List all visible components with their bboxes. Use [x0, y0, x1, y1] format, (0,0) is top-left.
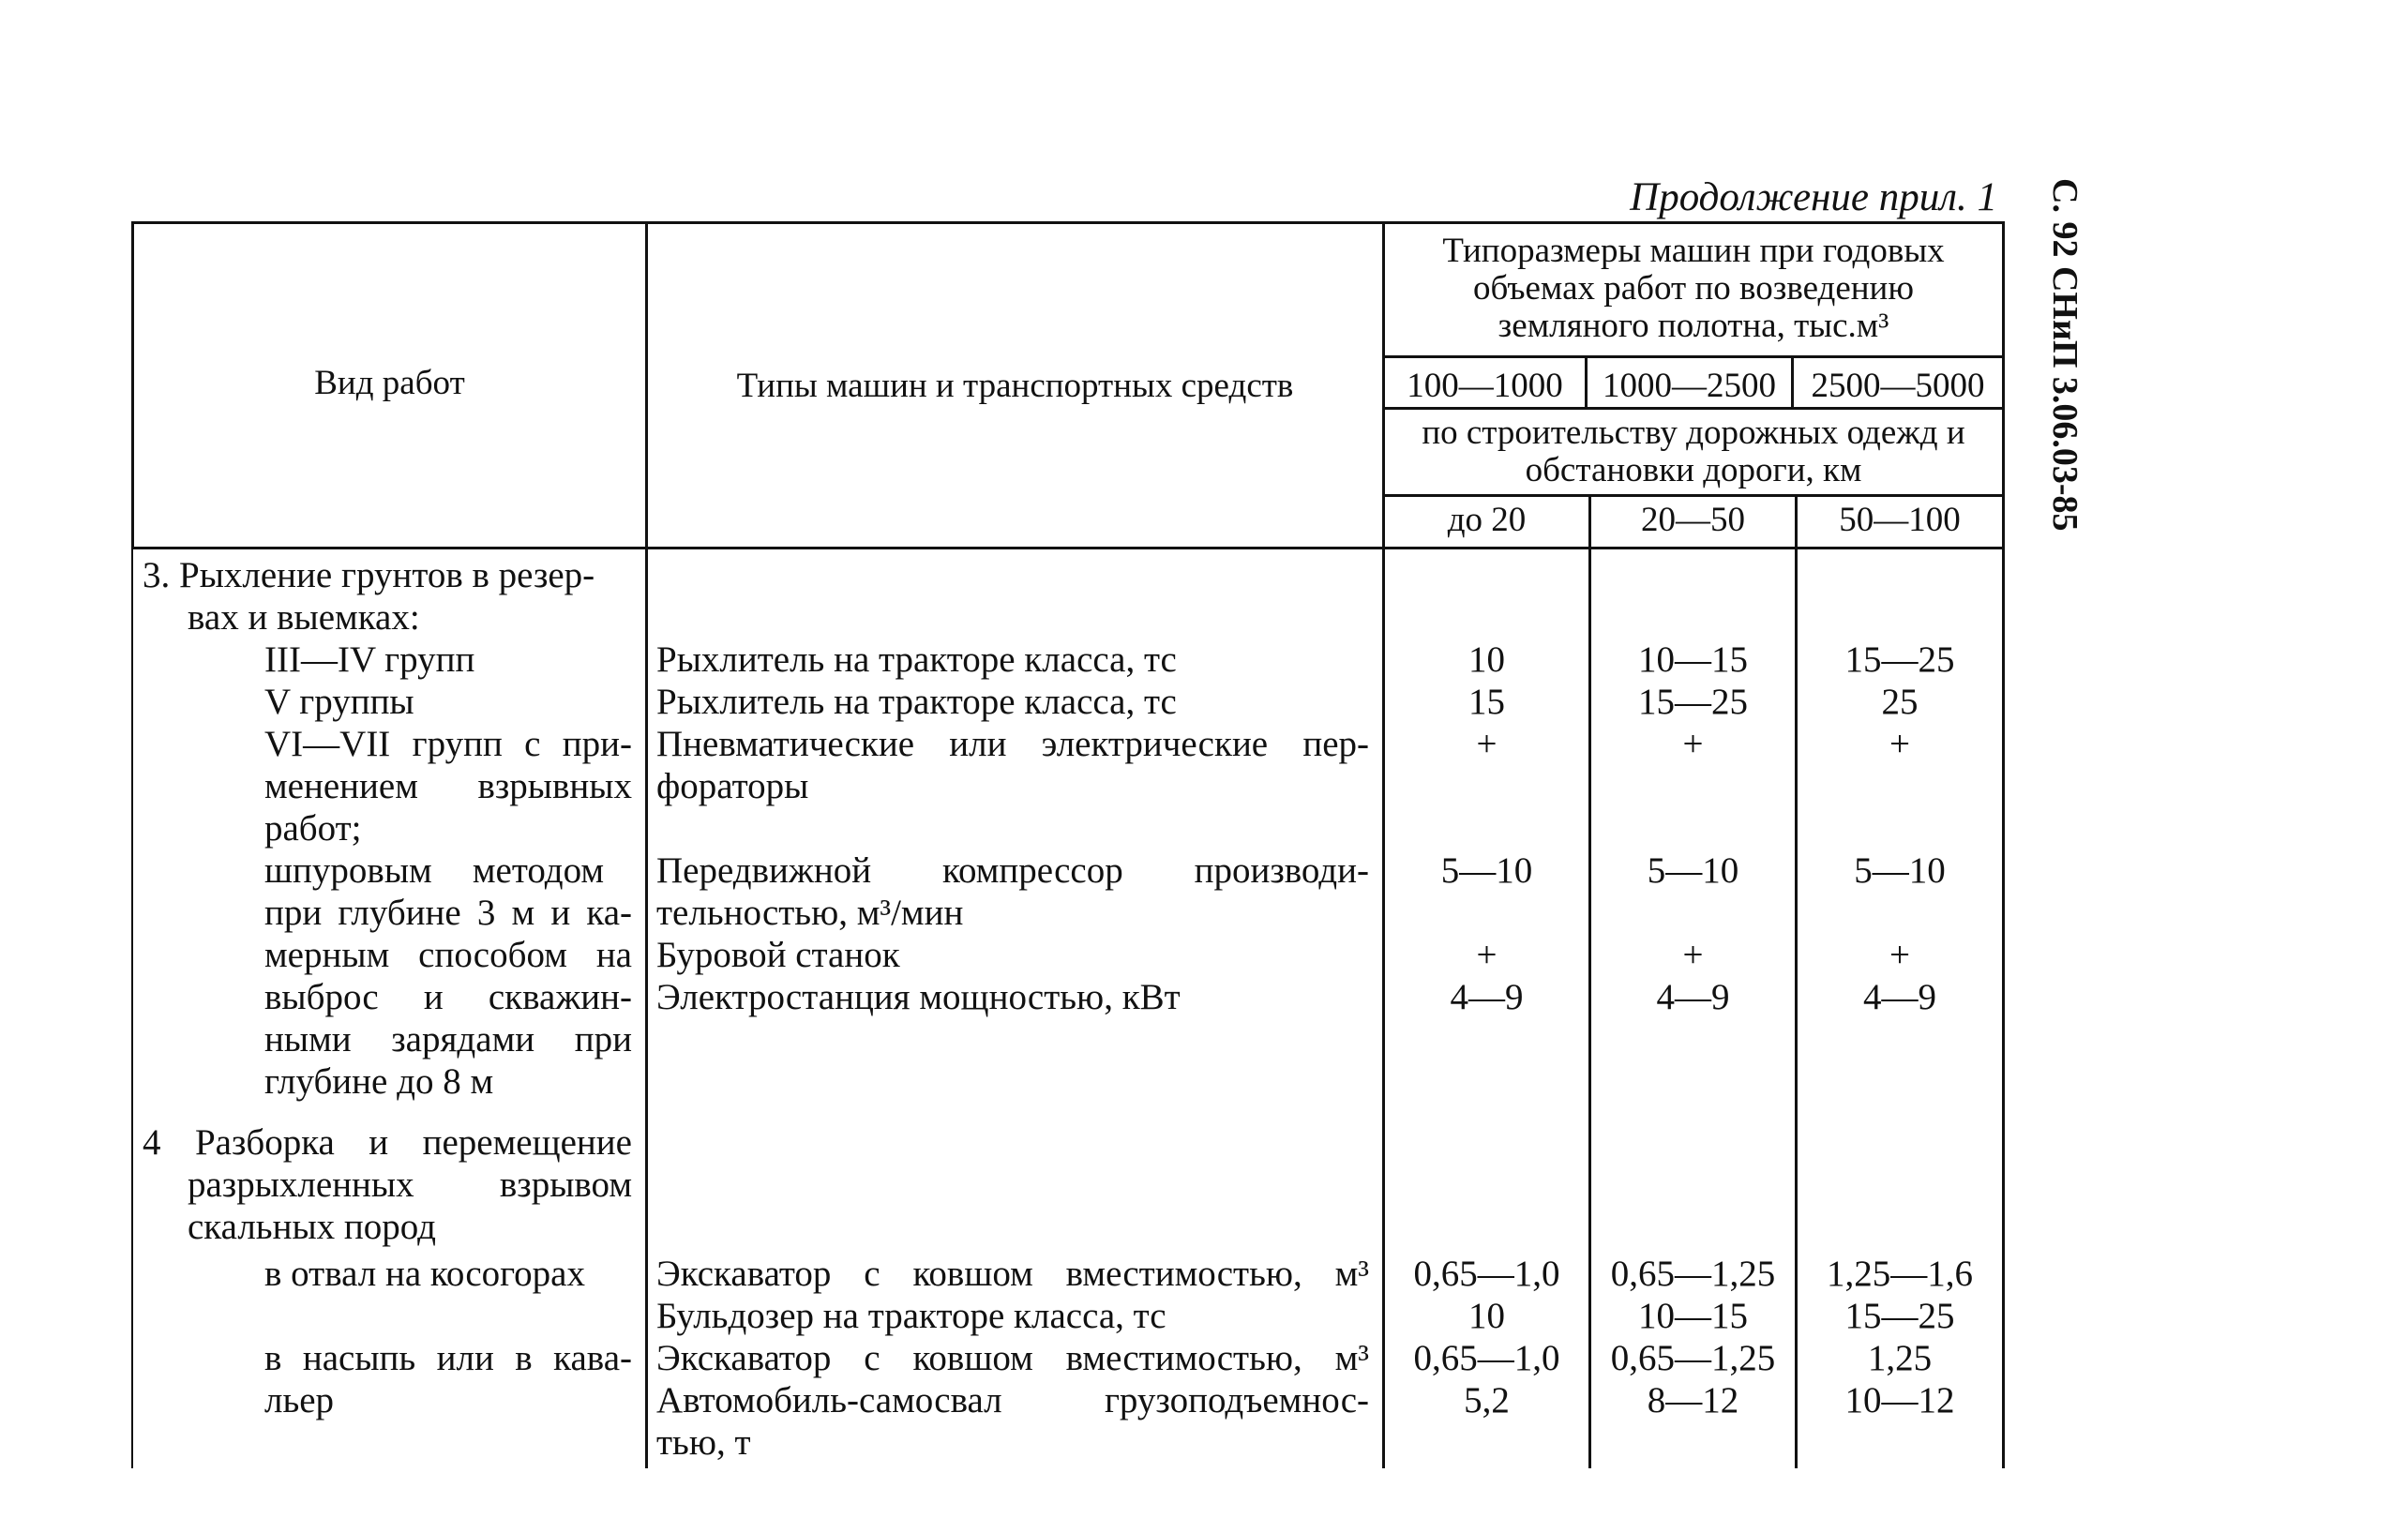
value-cell: 10: [1468, 1296, 1505, 1336]
value-cell: 5—10: [1647, 850, 1739, 891]
machine-line: Автомобиль-самосвал грузоподъемнос-: [656, 1380, 1369, 1420]
work-line: в отвал на косогорах: [264, 1254, 585, 1294]
work-line: работ;: [264, 808, 362, 849]
table-left-border-body: [131, 549, 133, 1468]
machine-line: Передвижной компрессор производи-: [656, 850, 1369, 891]
value-cell: 15—25: [1844, 639, 1955, 680]
machine-line: Рыхлитель на тракторе класса, тс: [656, 682, 1177, 722]
table-top-border: [131, 221, 2005, 224]
page-code-vertical: С. 92 СНиП 3.06.03-85: [2045, 178, 2084, 532]
work-line: менением взрывных: [264, 766, 632, 806]
volume-range-3: 2500—5000: [1811, 367, 1985, 405]
machine-line: тельностью, м³/мин: [656, 893, 964, 933]
distance-range-2: 20—50: [1641, 501, 1745, 539]
value-cell: 5—10: [1854, 850, 1946, 891]
work-line: выброс и скважин-: [264, 977, 632, 1017]
work-line: скальных пород: [188, 1207, 436, 1247]
distance-range-1: до 20: [1447, 501, 1527, 539]
work-line: ными зарядами при: [264, 1019, 632, 1060]
sizes-title-line: Типоразмеры машин при годовых: [1442, 232, 1945, 270]
value-cell: 0,65—1,25: [1610, 1338, 1776, 1378]
volume-range-1: 100—1000: [1407, 367, 1563, 405]
value-cell: 5—10: [1440, 850, 1533, 891]
machine-line: Экскаватор с ковшом вместимостью, м³: [656, 1254, 1369, 1294]
sizes-title-line: объемах работ по возведению: [1472, 269, 1915, 308]
value-cell: +: [1476, 724, 1497, 764]
value-cell: +: [1889, 935, 1910, 975]
work-line: льер: [264, 1380, 335, 1420]
continuation-caption: Продолжение прил. 1: [1630, 175, 1997, 219]
value-cell: +: [1682, 935, 1704, 975]
machine-line: тью, т: [656, 1422, 751, 1463]
col-divider-1: [645, 221, 648, 1468]
work-line: шпуровым методом: [264, 850, 604, 891]
machine-line: Электростанция мощностью, кВт: [656, 977, 1181, 1017]
work-line: разрыхленных взрывом: [188, 1165, 632, 1205]
value-cell: 15—25: [1844, 1296, 1955, 1336]
machine-line: Экскаватор с ковшом вместимостью, м³: [656, 1338, 1369, 1378]
volume-ranges-divider: [1382, 407, 2005, 410]
header-pavement-title: [1385, 414, 2002, 489]
sizes-title-divider: [1382, 355, 2005, 358]
value-cell: 4—9: [1450, 977, 1524, 1017]
value-cell: 1,25—1,6: [1827, 1254, 1973, 1294]
pavement-title-divider: [1382, 494, 2005, 497]
work-line: III—IV групп: [264, 639, 475, 680]
volume-range-2: 1000—2500: [1603, 367, 1776, 405]
table-right-border: [2002, 221, 2005, 1468]
machine-line: фораторы: [656, 766, 809, 806]
value-cell: 15—25: [1638, 682, 1748, 722]
value-cell: 25: [1881, 682, 1919, 722]
work-line: при глубине 3 м и ка-: [264, 893, 632, 933]
value-cell: +: [1889, 724, 1910, 764]
work-line: в насыпь или в кава-: [264, 1338, 632, 1378]
sizes-title-line: земляного полотна, тыс.м³: [1497, 307, 1889, 345]
value-cell: 4—9: [1863, 977, 1936, 1017]
value-cell: 10—12: [1844, 1380, 1955, 1420]
value-cell: 15: [1468, 682, 1505, 722]
header-col-work: Вид работ: [314, 364, 465, 402]
value-cell: 5,2: [1464, 1380, 1510, 1420]
work-line: VI—VII групп с при-: [264, 724, 632, 764]
work-line: V группы: [264, 682, 414, 722]
pavement-title-line: по строительству дорожных одежд и: [1422, 413, 1965, 452]
work-line: 3. Рыхление грунтов в резер-: [143, 555, 595, 595]
value-cell: 8—12: [1647, 1380, 1739, 1420]
value-cell: 0,65—1,0: [1413, 1254, 1560, 1294]
value-cell: 4—9: [1656, 977, 1730, 1017]
value-cell: 10: [1468, 639, 1505, 680]
machine-line: Буровой станок: [656, 935, 900, 975]
machine-line: Рыхлитель на тракторе класса, тс: [656, 639, 1177, 680]
machine-line: Пневматические или электрические пер-: [656, 724, 1369, 764]
header-col-machines: Типы машин и транспортных средств: [736, 367, 1294, 405]
value-cell: 10—15: [1638, 1296, 1748, 1336]
work-line: вах и выемках:: [188, 597, 420, 638]
header-sizes-title: [1385, 233, 2002, 345]
work-line: глубине до 8 м: [264, 1061, 494, 1102]
pavement-title-line: обстановки дороги, км: [1525, 451, 1862, 489]
value-cell: 1,25: [1867, 1338, 1933, 1378]
value-cell: +: [1476, 935, 1497, 975]
machine-line: Бульдозер на тракторе класса, тс: [656, 1296, 1166, 1336]
value-cell: +: [1682, 724, 1704, 764]
value-cell: 0,65—1,0: [1413, 1338, 1560, 1378]
value-cell: 0,65—1,25: [1610, 1254, 1776, 1294]
value-cell: 10—15: [1638, 639, 1748, 680]
work-line: мерным способом на: [264, 935, 632, 975]
table-header-bottom: [131, 547, 2005, 549]
distance-range-3: 50—100: [1839, 501, 1961, 539]
work-line: 4 Разборка и перемещение: [143, 1122, 632, 1163]
